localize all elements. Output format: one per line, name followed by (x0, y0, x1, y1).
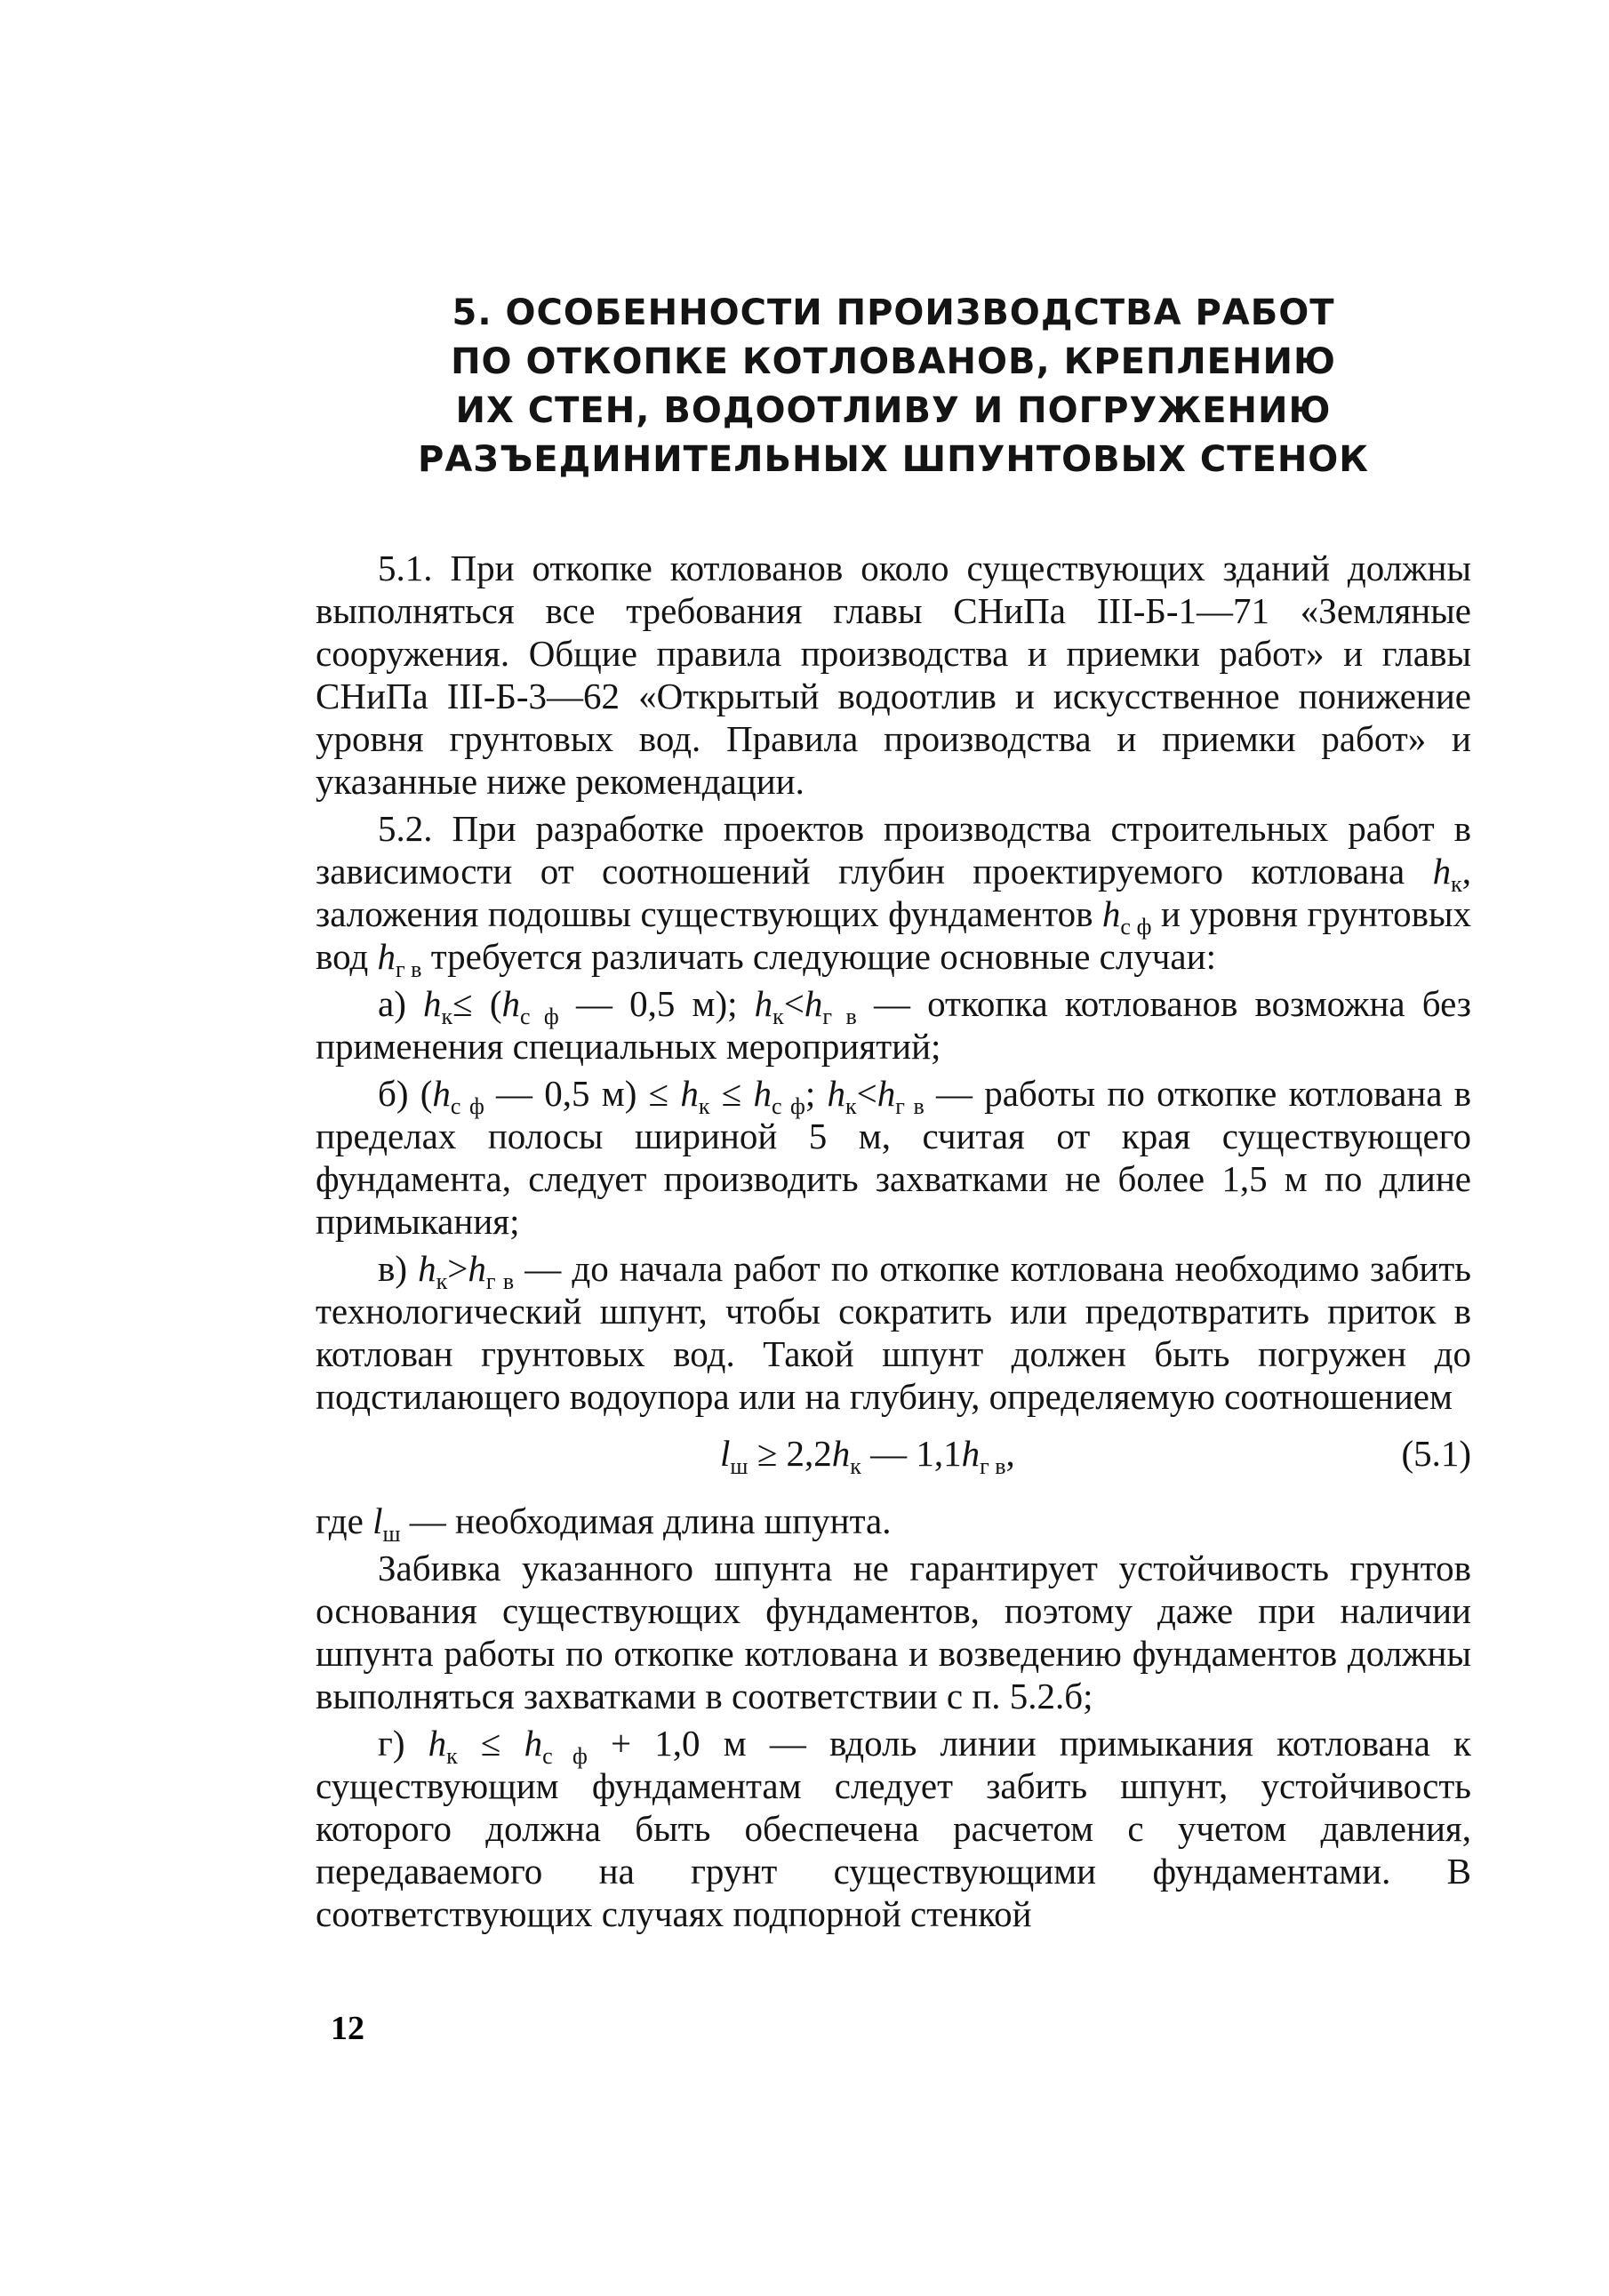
text-run: — работы по откопке котлована в пределах полосы шириной 5 м, считая от края существующего фундамента, следует производить захватками не более 1,5 м по длине примыкания; (316, 1073, 1472, 1242)
symbol-h: h (418, 1248, 436, 1289)
subscript-gv: г в (396, 956, 422, 983)
formula-5-1 (316, 1425, 1471, 1487)
subscript-gv: г в (485, 1268, 515, 1295)
case-label: г) (378, 1723, 428, 1764)
subscript-sf: с ф (1120, 914, 1152, 940)
subscript-gv: г в (980, 1453, 1006, 1480)
symbol-h: h (877, 1073, 896, 1114)
text-run: ≥ 2,2 (748, 1433, 832, 1474)
heading-line: РАЗЪЕДИНИТЕЛЬНЫХ ШПУНТОВЫХ СТЕНОК (418, 439, 1369, 480)
text-run: > (447, 1248, 468, 1289)
paragraph-5-2 (316, 807, 1472, 983)
symbol-h: h (804, 983, 823, 1024)
text-run: — откопка котлованов возможна без применения специальных мероприятий; (316, 983, 1471, 1067)
subscript-k: к (1451, 871, 1462, 898)
section-heading (316, 289, 1471, 484)
subscript-sh: ш (382, 1521, 401, 1548)
text-run: < (783, 983, 804, 1024)
subscript-sf: с ф (450, 1093, 484, 1120)
text-run: + 1,0 м — вдоль линии примыкания котлована к существующим фундаментам следует забить шпунт, устойчивость которого должна быть обеспечена расчетом с учетом давления, передаваемого на грунт существующими фундаментами. В соответствующих случаях подпорной стенкой (316, 1723, 1471, 1934)
text-run: , заложения подошвы существующих фундаментов (316, 851, 1471, 934)
text-run: — 0,5 м) ≤ (484, 1073, 681, 1114)
symbol-h: h (377, 936, 396, 977)
symbol-h: h (423, 983, 442, 1024)
text-run: где (316, 1500, 373, 1541)
heading-line: 5. ОСОБЕННОСТИ ПРОИЗВОДСТВА РАБОТ (452, 292, 1335, 333)
symbol-h: h (1101, 893, 1121, 934)
text-run: 5.2. При разработке проектов производства строительных работ в зависимости от соотношений глубин проектируемого котлована (316, 808, 1471, 892)
text-run: — до начала работ по откопке котлована необходимо забить технологический шпунт, чтобы сократить или предотвратить приток в котлован грунтовых вод. Такой шпунт должен быть погружен до подстилающего водоупора или на глубину, определяемую соотношением (316, 1248, 1471, 1417)
case-label: в) (378, 1248, 419, 1289)
case-v (316, 1247, 1471, 1418)
symbol-l: l (720, 1433, 731, 1474)
symbol-h: h (501, 983, 520, 1024)
case-label: б) ( (378, 1073, 433, 1114)
symbol-h: h (1432, 851, 1452, 892)
text-run: ; (804, 1073, 828, 1114)
text-run: ≤ (709, 1073, 754, 1114)
case-g (316, 1722, 1471, 1935)
heading-line: ПО ОТКОПКЕ КОТЛОВАНОВ, КРЕПЛЕНИЮ (451, 341, 1336, 382)
symbol-h: h (524, 1723, 543, 1764)
subscript-k: к (772, 1004, 784, 1030)
subscript-sf: с ф (519, 1004, 559, 1030)
subscript-gv: г в (895, 1093, 925, 1120)
subscript-k: к (850, 1453, 861, 1480)
symbol-l: l (372, 1500, 383, 1541)
text-run: и уровня грунтовых вод (316, 893, 1472, 977)
symbol-h: h (680, 1073, 699, 1114)
subscript-k: к (436, 1268, 448, 1295)
paragraph-zabivka: Забивка указанного шпунта не гарантирует устойчивость грунтов основания существующих фундаментов, поэтому даже при наличии шпунта работы по откопке котлована и возведению фундаментов должны выполняться захватками в соответствии с п. 5.2.б; (316, 1548, 1471, 1716)
case-a (316, 982, 1471, 1068)
subscript-k: к (845, 1093, 857, 1120)
subscript-sh: ш (730, 1453, 748, 1480)
document-page (316, 289, 1471, 1940)
symbol-h: h (961, 1433, 981, 1474)
case-b (316, 1072, 1471, 1243)
text-run: ≤ (457, 1723, 524, 1764)
case-label: а) (378, 983, 424, 1024)
subscript-k: к (698, 1093, 710, 1120)
where-clause (316, 1500, 1471, 1548)
heading-line: ИХ СТЕН, ВОДООТЛИВУ И ПОГРУЖЕНИЮ (455, 390, 1332, 431)
subscript-sf: с ф (772, 1093, 805, 1120)
symbol-h: h (754, 983, 773, 1024)
symbol-h: h (753, 1073, 772, 1114)
symbol-h: h (432, 1073, 451, 1114)
subscript-gv: г в (822, 1004, 857, 1030)
text-run: — 0,5 м); (558, 983, 755, 1024)
text-run: < (856, 1073, 877, 1114)
subscript-k: к (441, 1004, 453, 1030)
text-run: ≤ ( (452, 983, 502, 1024)
text-run: — необходимая длина шпунта. (400, 1500, 892, 1541)
symbol-h: h (831, 1433, 851, 1474)
text-run: — 1,1 (861, 1433, 962, 1474)
subscript-k: к (446, 1743, 458, 1770)
paragraph-5-1: 5.1. При откопке котлованов около существующих зданий должны выполняться все требования главы СНиПа III-Б-1—71 «Земляные сооружения. Общие правила производства и приемки работ» и главы СНиПа III-Б-3—62 «Открытый водоотлив и искусственное понижение уровня грунтовых вод. Правила производства и приемки работ» и указанные ниже рекомендации. (316, 548, 1471, 802)
text-run: требуется различать следующие основные случаи: (421, 936, 1216, 977)
subscript-sf: с ф (542, 1743, 588, 1770)
symbol-h: h (468, 1248, 486, 1289)
symbol-h: h (428, 1723, 447, 1764)
page-number: 12 (331, 2010, 364, 2047)
formula-number: (5.1) (1401, 1433, 1471, 1474)
symbol-h: h (827, 1073, 846, 1114)
formula-expression (720, 1432, 1015, 1480)
text-run: , (1005, 1433, 1015, 1474)
